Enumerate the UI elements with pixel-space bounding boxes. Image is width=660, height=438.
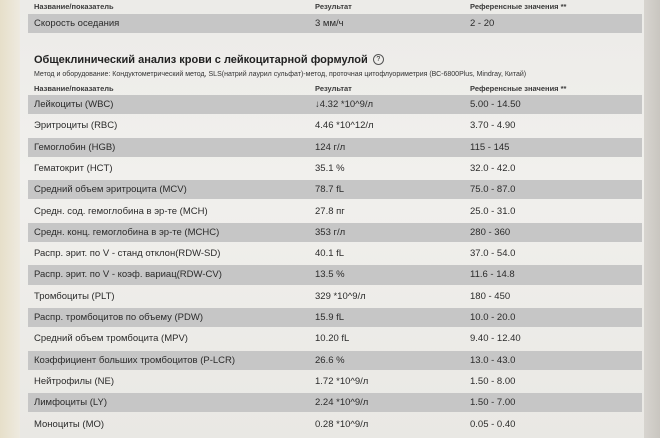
- row-name: Гемоглобин (HGB): [34, 141, 116, 153]
- header-ref: Референсные значения **: [470, 84, 567, 93]
- row-ref: 280 - 360: [470, 226, 511, 238]
- row-result: 2.24 *10^9/л: [315, 397, 369, 409]
- header-result: Результат: [315, 84, 352, 93]
- table-row: [28, 180, 642, 199]
- row-name: Распр. эрит. по V - станд отклон(RDW-SD): [34, 248, 221, 260]
- table-row: [28, 244, 642, 263]
- table-row: [28, 159, 642, 178]
- table-row: [28, 308, 642, 327]
- row-name: Нейтрофилы (NE): [34, 375, 115, 387]
- row-name: Средн. сод. гемоглобина в эр-те (MCH): [34, 205, 208, 217]
- top-table-header: [28, 2, 642, 14]
- info-icon: ?: [373, 54, 384, 65]
- header-name: Название/показатель: [34, 2, 114, 11]
- row-result: 15.9 fL: [315, 312, 345, 323]
- row-ref: 1.50 - 7.00: [470, 397, 516, 409]
- table-row: [28, 223, 642, 242]
- row-name: Скорость оседания: [34, 18, 120, 29]
- table-row: [28, 265, 642, 284]
- table-row: [28, 329, 642, 348]
- row-ref: 5.00 - 14.50: [470, 99, 521, 110]
- row-result: 35.1 %: [315, 162, 345, 174]
- row-ref: 25.0 - 31.0: [470, 205, 516, 217]
- method-description: Метод и оборудование: Кондуктометрический метод, SLS(натрий лаурил сульфат)-метод, проточная цитофлуориметрия (ВС-6800Plus, Mindray, Китай): [34, 71, 527, 78]
- row-name: Распр. эрит. по V - коэф. вариац(RDW-CV): [34, 269, 222, 281]
- row-name: Средн. конц. гемоглобина в эр-те (MCHC): [34, 226, 220, 238]
- table-row: [28, 95, 642, 114]
- table-row: [28, 14, 642, 33]
- row-result: 1.72 *10^9/л: [315, 375, 369, 387]
- row-name: Эритроциты (RBC): [34, 120, 118, 132]
- table-row: [28, 351, 642, 370]
- section-title-text: Общеклинический анализ крови с лейкоцитарной формулой: [34, 54, 368, 66]
- row-name: Гематокрит (HCT): [34, 162, 113, 174]
- row-ref: 1.50 - 8.00: [470, 375, 516, 387]
- table-row: [28, 202, 642, 221]
- table-row: [28, 393, 642, 412]
- header-result: Результат: [315, 2, 352, 11]
- row-result: 4.46 *10^12/л: [315, 120, 374, 132]
- row-name: Моноциты (MO): [34, 418, 105, 430]
- row-result: ↓4.32 *10^9/л: [315, 99, 374, 110]
- row-ref: 0.05 - 0.40: [470, 418, 516, 430]
- table-row: [28, 287, 642, 306]
- row-ref: 9.40 - 12.40: [470, 333, 521, 345]
- row-name: Коэффициент больших тромбоцитов (P-LCR): [34, 354, 236, 366]
- row-ref: 115 - 145: [470, 141, 510, 153]
- row-result: 3 мм/ч: [315, 18, 344, 29]
- row-name: Средний объем эритроцита (MCV): [34, 184, 187, 196]
- row-result: 40.1 fL: [315, 248, 345, 260]
- background-edge: [0, 0, 20, 438]
- row-name: Распр. тромбоцитов по объему (PDW): [34, 312, 204, 323]
- row-result: 78.7 fL: [315, 184, 345, 196]
- row-name: Лимфоциты (LY): [34, 397, 107, 409]
- row-result: 10.20 fL: [315, 333, 350, 345]
- table-row: [28, 138, 642, 157]
- row-result: 124 г/л: [315, 141, 346, 153]
- row-ref: 13.0 - 43.0: [470, 354, 516, 366]
- row-name: Тромбоциты (PLT): [34, 290, 115, 302]
- header-ref: Референсные значения **: [470, 2, 567, 11]
- row-result: 27.8 пг: [315, 205, 345, 217]
- row-ref: 10.0 - 20.0: [470, 312, 516, 323]
- row-ref: 75.0 - 87.0: [470, 184, 516, 196]
- row-name: Средний объем тромбоцита (MPV): [34, 333, 188, 345]
- row-ref: 2 - 20: [470, 18, 495, 29]
- row-ref: 3.70 - 4.90: [470, 120, 516, 132]
- row-result: 353 г/л: [315, 226, 346, 238]
- table-row: [28, 116, 642, 135]
- row-ref: 32.0 - 42.0: [470, 162, 516, 174]
- row-name: Лейкоциты (WBC): [34, 99, 114, 110]
- table-row: [28, 415, 642, 434]
- row-result: 329 *10^9/л: [315, 290, 366, 302]
- row-result: 13.5 %: [315, 269, 345, 281]
- row-result: 26.6 %: [315, 354, 345, 366]
- row-ref: 180 - 450: [470, 290, 511, 302]
- row-ref: 11.6 - 14.8: [470, 269, 515, 281]
- section-title: [34, 54, 384, 66]
- header-name: Название/показатель: [34, 84, 114, 93]
- background-edge: [644, 0, 660, 438]
- row-ref: 37.0 - 54.0: [470, 248, 516, 260]
- table-row: [28, 372, 642, 391]
- row-result: 0.28 *10^9/л: [315, 418, 369, 430]
